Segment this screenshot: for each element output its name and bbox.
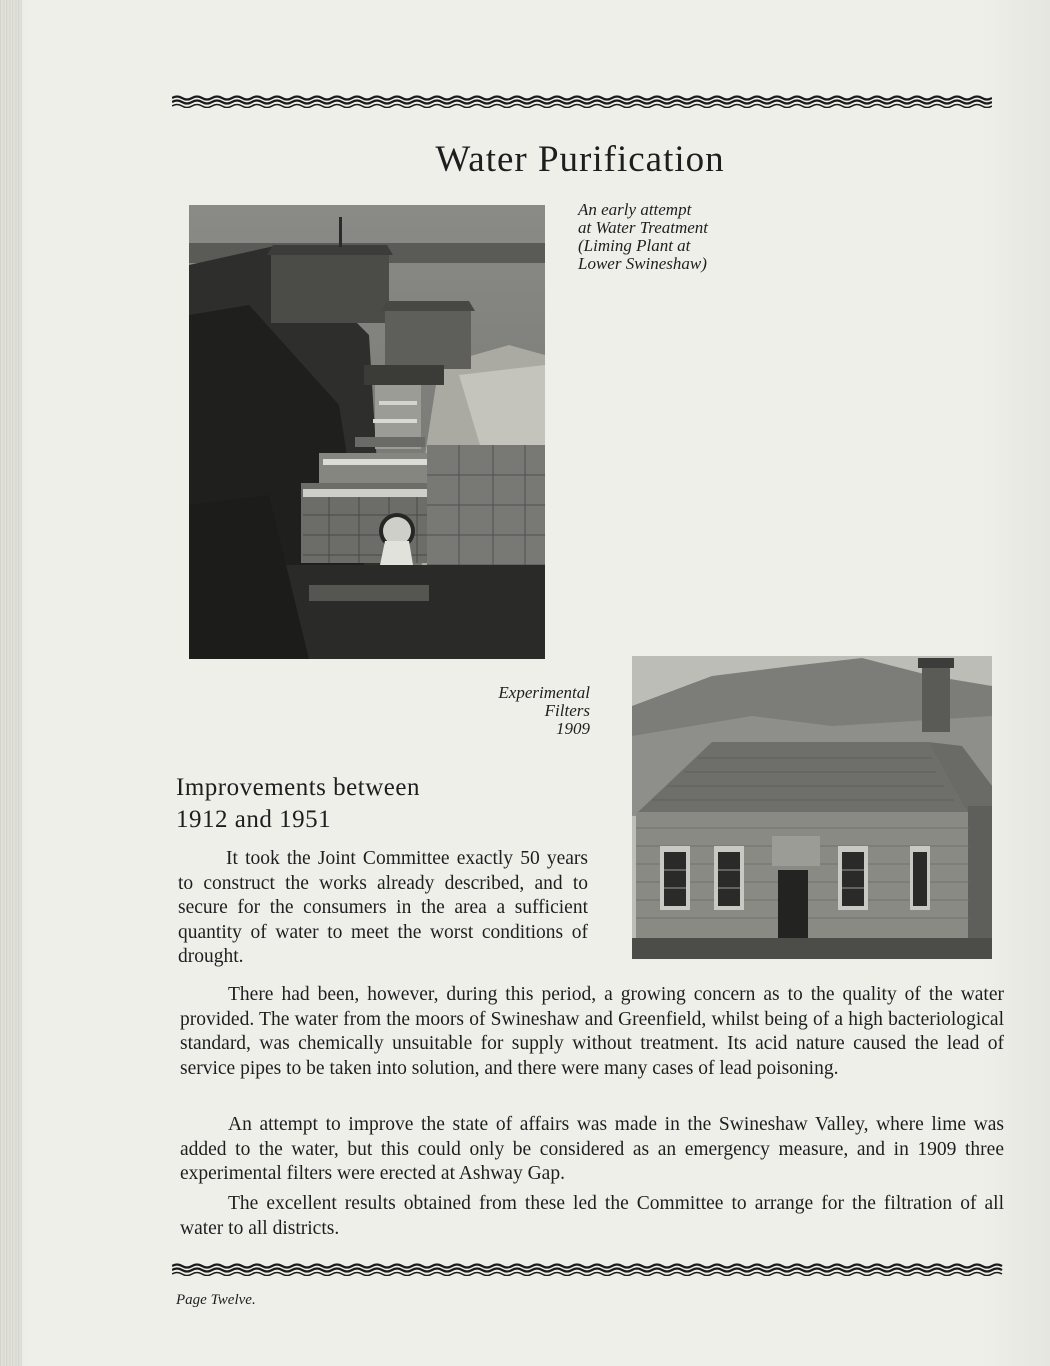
top-wavy-rule (172, 94, 992, 108)
caption-line: Experimental (498, 683, 590, 702)
liming-plant-photo (189, 205, 545, 659)
page-title: Water Purification (435, 139, 725, 180)
paragraph-1: It took the Joint Committee exactly 50 years to construct the works already described, and to secure for the consumers in the area a sufficient quantity of water to meet the worst conditions of drought. (178, 848, 588, 967)
binding-edge (0, 0, 22, 1366)
caption-line: at Water Treatment (578, 218, 709, 237)
section-heading-line-1: Improvements between (176, 774, 420, 801)
caption-line: An early attempt (578, 200, 692, 219)
caption-line: 1909 (556, 719, 590, 738)
caption-line: Filters (544, 701, 590, 720)
bottom-wavy-rule (172, 1262, 1004, 1276)
liming-plant-caption (578, 201, 778, 273)
section-heading-line-2: 1912 and 1951 (176, 806, 332, 833)
page-number-label: Page Twelve. (176, 1292, 256, 1308)
experimental-filters-photo (632, 656, 992, 959)
section-heading (176, 772, 506, 836)
filters-caption (440, 684, 590, 738)
paragraph-3: An attempt to improve the state of affairs was made in the Swineshaw Valley, where lime was added to the water, but this could only be considered as an emergency measure, and in 1909 three experimental filters were erected at Ashway Gap. (180, 1114, 1004, 1184)
paragraph-2: There had been, however, during this period, a growing concern as to the quality of the water provided. The water from the moors of Swineshaw and Greenfield, whilst being of a high bacteriological standard, was chemically unsuitable for supply without treatment. Its acid nature caused the lead of service pipes to be taken into solution, and there were many cases of lead poisoning. (180, 984, 1004, 1079)
caption-line: Lower Swineshaw) (578, 254, 707, 273)
paragraph-4: The excellent results obtained from these led the Committee to arrange for the filtration of all water to all districts. (180, 1193, 1004, 1239)
caption-line: (Liming Plant at (578, 236, 691, 255)
